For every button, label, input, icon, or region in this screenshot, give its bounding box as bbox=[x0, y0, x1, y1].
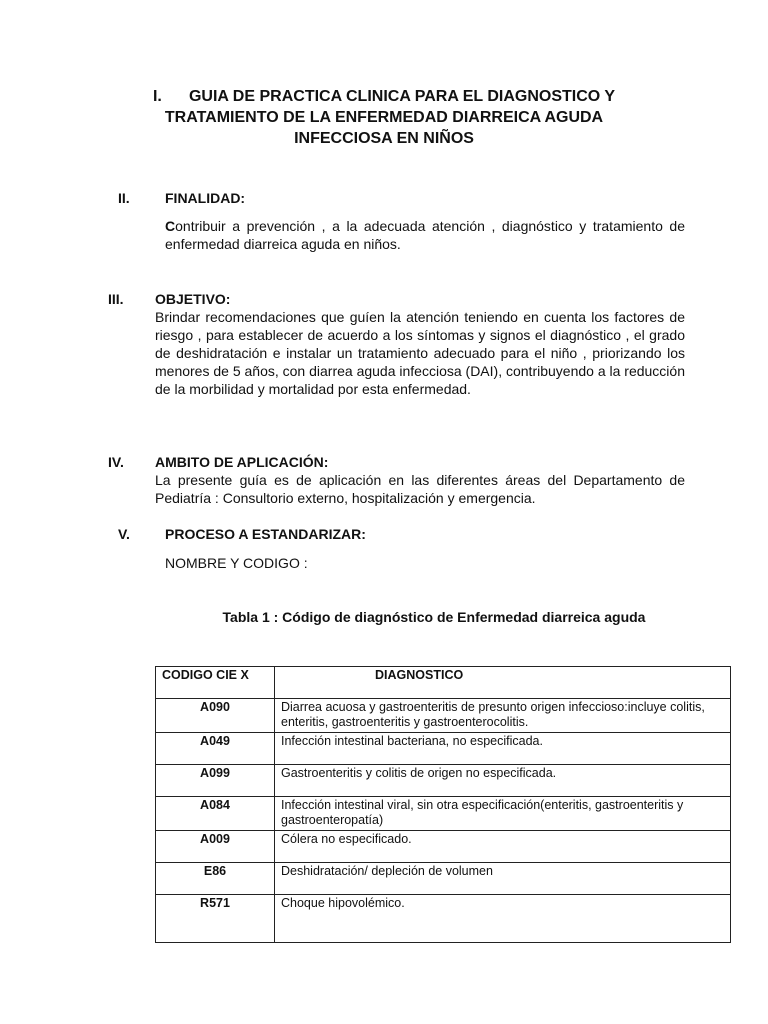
section-text-ambito: La presente guía es de aplicación en las diferentes áreas del Departamento de Pediatría : Consultorio externo, hospitalización y emergencia. bbox=[155, 472, 685, 506]
title-line-1: I. GUIA DE PRACTICA CLINICA PARA EL DIAGNOSTICO Y bbox=[152, 88, 616, 105]
code-cell: A090 bbox=[156, 699, 275, 733]
section-number-ambito: IV. bbox=[108, 454, 124, 470]
table-header-row bbox=[156, 667, 731, 699]
table-caption: Tabla 1 : Código de diagnóstico de Enfermedad diarreica aguda bbox=[222, 609, 646, 625]
code-cell: E86 bbox=[156, 863, 275, 895]
section-text-objetivo: Brindar recomendaciones que guíen la atención teniendo en cuenta los factores de riesgo , para establecer de acuerdo a los síntomas y signos el diagnóstico , el grado de deshidratación e instalar un tratamiento adecuado para el niño , priorizando los menores de 5 años, con diarrea aguda infecciosa (DAI), contribuyendo a la reducción de la morbilidad y mortalidad por esta enfermedad. bbox=[155, 309, 685, 397]
diagnosis-cell: Infección intestinal bacteriana, no especificada. bbox=[275, 733, 731, 765]
table-row bbox=[156, 895, 731, 943]
table-row bbox=[156, 797, 731, 831]
section-number-objetivo: III. bbox=[108, 291, 124, 307]
code-cell: A009 bbox=[156, 831, 275, 863]
code-cell: A084 bbox=[156, 797, 275, 831]
table-row bbox=[156, 831, 731, 863]
title-number: I. bbox=[152, 88, 162, 105]
code-cell: A049 bbox=[156, 733, 275, 765]
diagnosis-code-table bbox=[155, 666, 731, 943]
section-text-proceso: NOMBRE Y CODIGO : bbox=[165, 555, 308, 571]
code-cell: A099 bbox=[156, 765, 275, 797]
title-line-3: INFECCIOSA EN NIÑOS bbox=[294, 130, 474, 147]
document-title bbox=[0, 86, 768, 149]
column-header-code: CODIGO CIE X bbox=[156, 667, 275, 699]
diagnosis-cell: Diarrea acuosa y gastroenteritis de presunto origen infeccioso:incluye colitis, enteritis, gastroenteritis y gastroenterocolitis. bbox=[275, 699, 731, 733]
table-row bbox=[156, 765, 731, 797]
diagnosis-cell: Choque hipovolémico. bbox=[275, 895, 731, 943]
section-number-proceso: V. bbox=[118, 526, 130, 542]
table-row bbox=[156, 699, 731, 733]
section-text-finalidad: Contribuir a prevención , a la adecuada atención , diagnóstico y tratamiento de enfermedad diarreica aguda en niños. bbox=[165, 218, 685, 252]
diagnosis-cell: Cólera no especificado. bbox=[275, 831, 731, 863]
table-row bbox=[156, 863, 731, 895]
section-heading-ambito: AMBITO DE APLICACIÓN: bbox=[155, 454, 329, 470]
section-number-finalidad: II. bbox=[118, 190, 130, 206]
diagnosis-cell: Deshidratación/ depleción de volumen bbox=[275, 863, 731, 895]
section-heading-proceso: PROCESO A ESTANDARIZAR: bbox=[165, 526, 366, 542]
diagnosis-cell: Infección intestinal viral, sin otra especificación(enteritis, gastroenteritis y gastroenteropatía) bbox=[275, 797, 731, 831]
diagnosis-cell: Gastroenteritis y colitis de origen no especificada. bbox=[275, 765, 731, 797]
column-header-diagnosis: DIAGNOSTICO bbox=[275, 667, 731, 699]
title-line-2: TRATAMIENTO DE LA ENFERMEDAD DIARREICA AGUDA bbox=[164, 109, 604, 126]
table-row bbox=[156, 733, 731, 765]
section-heading-finalidad: FINALIDAD: bbox=[165, 190, 246, 206]
code-cell: R571 bbox=[156, 895, 275, 943]
section-heading-objetivo: OBJETIVO: bbox=[155, 291, 231, 307]
